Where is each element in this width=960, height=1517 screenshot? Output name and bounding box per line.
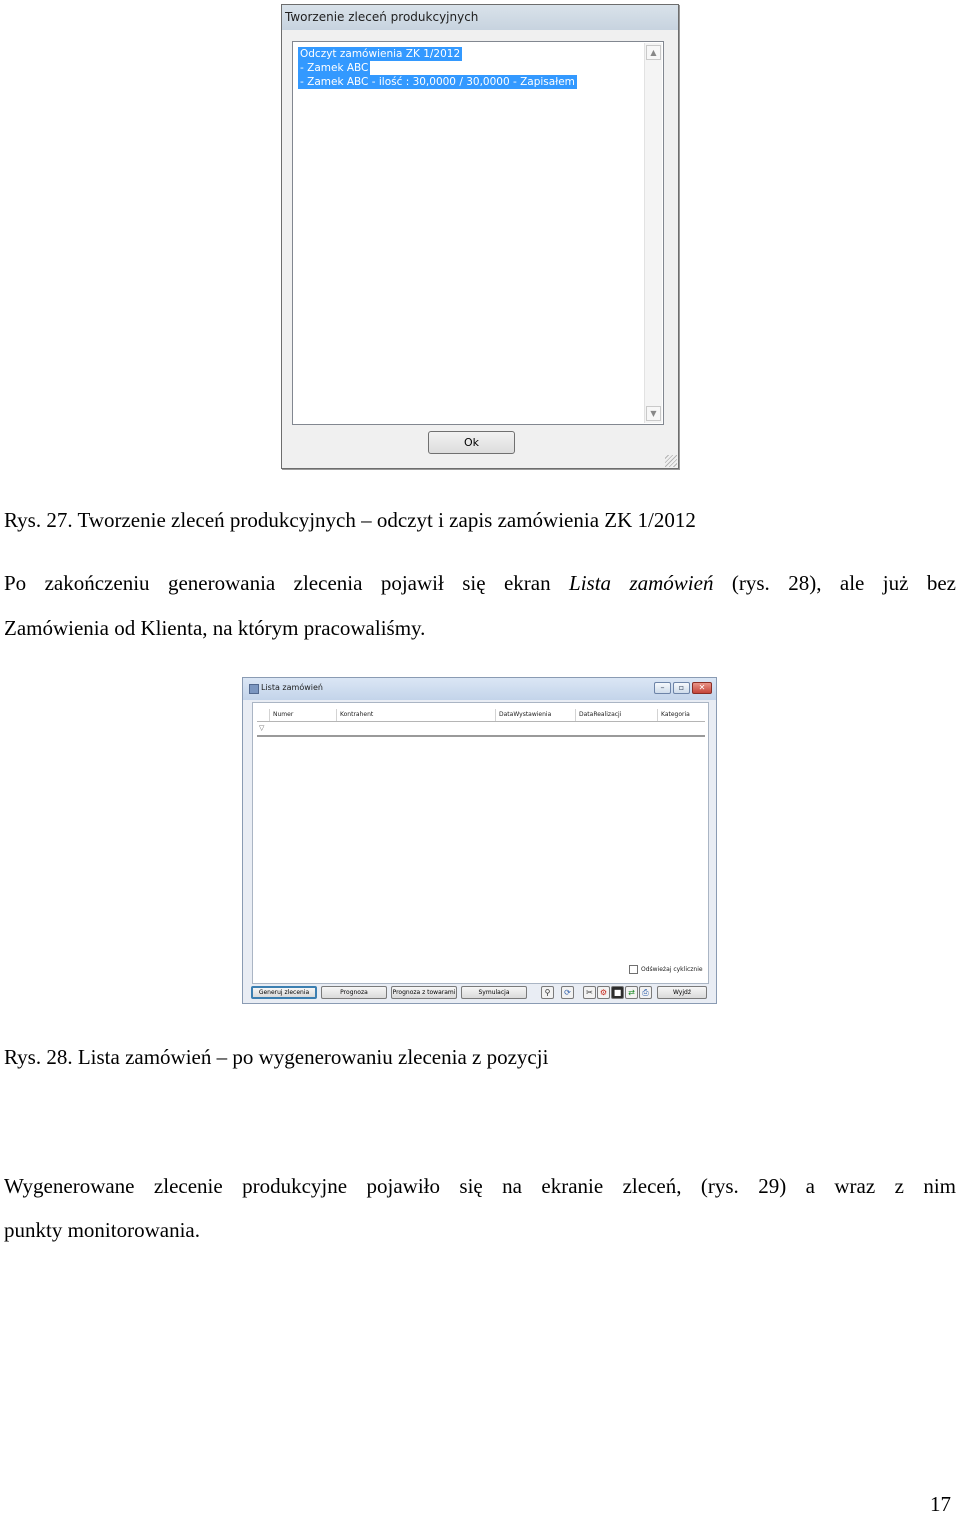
generate-orders-button[interactable]: Generuj zlecenia bbox=[251, 986, 317, 999]
text-run: (rys. 28), ale już bez bbox=[713, 571, 956, 595]
log-line: Odczyt zamówienia ZK 1/2012 bbox=[300, 48, 461, 60]
orders-list-window bbox=[242, 677, 717, 1004]
figure-27-caption: Rys. 27. Tworzenie zleceń produkcyjnych – odczyt i zapis zamówienia ZK 1/2012 bbox=[4, 508, 696, 532]
forecast-with-goods-button[interactable]: Prognoza z towarami bbox=[391, 986, 457, 999]
page-number: 17 bbox=[930, 1492, 951, 1516]
maximize-icon[interactable]: ▫ bbox=[673, 682, 690, 694]
column-header-data-wystawienia[interactable]: DataWystawienia bbox=[495, 709, 551, 721]
simulation-button[interactable]: Symulacja bbox=[461, 986, 527, 999]
vertical-scrollbar[interactable] bbox=[644, 43, 662, 423]
log-lines bbox=[298, 47, 577, 89]
log-line: - Zamek ABC bbox=[300, 62, 369, 74]
column-header-numer[interactable]: Numer bbox=[269, 709, 293, 721]
scroll-up-icon[interactable]: ▲ bbox=[646, 45, 661, 60]
column-header-data-realizacji[interactable]: DataRealizacji bbox=[575, 709, 621, 721]
export-icon[interactable]: ⇄ bbox=[625, 986, 638, 999]
grid-header bbox=[257, 709, 705, 722]
window-titlebar bbox=[243, 678, 716, 700]
log-memo[interactable] bbox=[292, 41, 664, 425]
production-orders-dialog bbox=[281, 4, 679, 469]
scroll-down-icon[interactable]: ▼ bbox=[646, 406, 661, 421]
paragraph-2-line-2: punkty monitorowania. bbox=[4, 1218, 200, 1242]
column-header-kategoria[interactable]: Kategoria bbox=[657, 709, 690, 721]
save-icon[interactable]: ■ bbox=[611, 986, 624, 999]
orders-grid-panel bbox=[252, 702, 709, 984]
column-header-kontrahent[interactable]: Kontrahent bbox=[336, 709, 373, 721]
figure-28-caption: Rys. 28. Lista zamówień – po wygenerowaniu zlecenia z pozycji bbox=[4, 1045, 549, 1069]
auto-refresh-option[interactable] bbox=[629, 965, 703, 974]
filter-icon[interactable]: ▽ bbox=[259, 724, 265, 732]
dialog-title: Tworzenie zleceń produkcyjnych bbox=[282, 5, 678, 30]
paragraph-1-line-1 bbox=[4, 558, 956, 608]
screen-name-italic: Lista zamówień bbox=[569, 571, 714, 595]
window-title: Lista zamówień bbox=[261, 683, 323, 692]
tools-icon[interactable]: ✂ bbox=[583, 986, 596, 999]
search-icon[interactable]: ⚲ bbox=[541, 986, 554, 999]
paragraph-2-line-1: Wygenerowane zlecenie produkcyjne pojawiło się na ekranie zleceń, (rys. 29) a wraz z nim bbox=[4, 1174, 956, 1198]
close-icon[interactable]: ✕ bbox=[692, 682, 712, 694]
refresh-icon[interactable]: ⟳ bbox=[561, 986, 574, 999]
paragraph-1-line-2: Zamówienia od Klienta, na którym pracowaliśmy. bbox=[4, 616, 426, 640]
app-icon bbox=[249, 684, 259, 694]
settings-icon[interactable]: ⚙ bbox=[597, 986, 610, 999]
resize-grip-icon[interactable] bbox=[665, 455, 677, 467]
ok-button[interactable]: Ok bbox=[428, 431, 515, 454]
log-line: - Zamek ABC - ilość : 30,0000 / 30,0000 - Zapisałem bbox=[300, 76, 575, 88]
auto-refresh-checkbox[interactable] bbox=[629, 965, 638, 974]
auto-refresh-label: Odświeżaj cyklicznie bbox=[641, 966, 703, 973]
print-icon[interactable]: ⎙ bbox=[639, 986, 652, 999]
minimize-icon[interactable]: – bbox=[654, 682, 671, 694]
forecast-button[interactable]: Prognoza bbox=[321, 986, 387, 999]
exit-button[interactable]: Wyjdź bbox=[657, 986, 707, 999]
text-run: Po zakończeniu generowania zlecenia pojawił się ekran bbox=[4, 571, 570, 595]
filter-row[interactable] bbox=[257, 722, 705, 737]
